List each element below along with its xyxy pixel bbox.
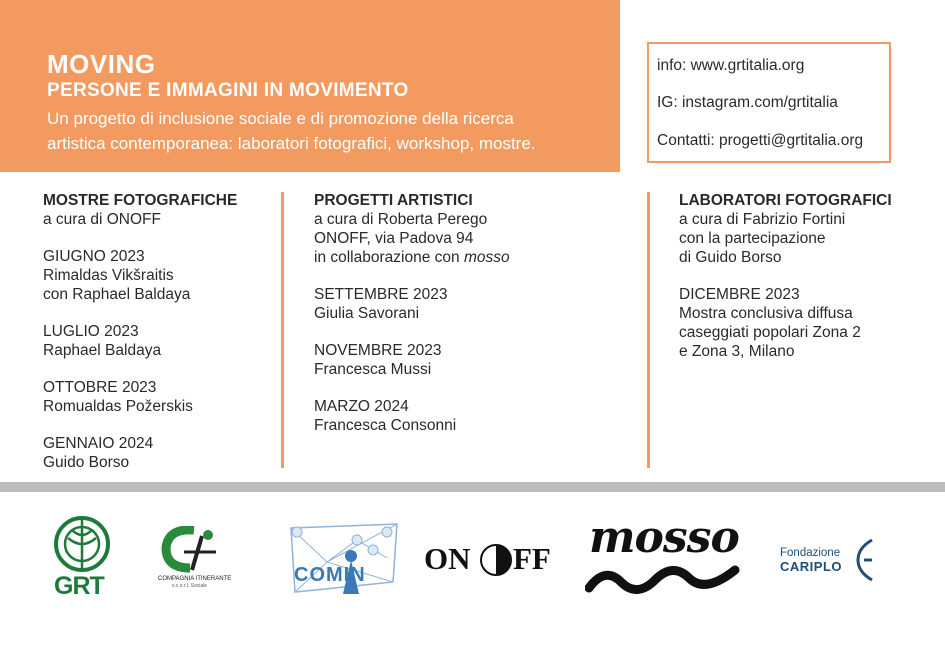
mosso-logo — [585, 512, 743, 598]
onoff-on-text: ON — [424, 541, 471, 576]
column-text: con la partecipazione — [679, 230, 826, 247]
event-date: MARZO 2024 — [314, 398, 409, 415]
event-date: NOVEMBRE 2023 — [314, 342, 442, 359]
event-text: Mostra conclusiva diffusa — [679, 305, 853, 322]
column-laboratori — [679, 191, 892, 361]
website-link[interactable]: info: www.grtitalia.org — [657, 57, 805, 74]
event-date: SETTEMBRE 2023 — [314, 286, 448, 303]
compagnia-subtext: s.c.o.r.l. Sociale — [172, 583, 208, 589]
page-title: MOVING — [47, 49, 156, 79]
column-mostre — [43, 191, 237, 472]
column-venue: ONOFF, via Padova 94 — [314, 230, 474, 247]
compagnia-text: COMPAGNIA ITINERANTE — [158, 576, 232, 582]
compagnia-itinerante-logo — [158, 526, 232, 592]
comin-logo — [287, 522, 401, 598]
page-subtitle: PERSONE E IMMAGINI IN MOVIMENTO — [47, 80, 409, 101]
column-divider — [281, 192, 284, 468]
cariplo-text: CARIPLO — [780, 559, 842, 574]
event-artist: Francesca Consonni — [314, 417, 457, 434]
mosso-wave-icon — [585, 562, 743, 598]
footer-divider-bar — [0, 482, 945, 492]
project-description — [47, 106, 607, 156]
column-heading: LABORATORI FOTOGRAFICI — [679, 192, 892, 209]
event-artist: Giulia Savorani — [314, 305, 420, 322]
description-line: Un progetto di inclusione sociale e di promozione della ricerca — [47, 109, 514, 128]
event-artist: Romualdas Požerskis — [43, 398, 193, 415]
column-divider — [647, 192, 650, 468]
fondazione-cariplo-logo — [780, 538, 874, 582]
event-artist: con Raphael Baldaya — [43, 286, 191, 303]
event-artist: Francesca Mussi — [314, 361, 432, 378]
grt-logo — [50, 516, 114, 604]
event-text: caseggiati popolari Zona 2 — [679, 324, 861, 341]
column-curator: a cura di ONOFF — [43, 211, 161, 228]
event-date: DICEMBRE 2023 — [679, 286, 800, 303]
compagnia-emblem-icon — [158, 526, 224, 574]
column-progetti — [314, 191, 510, 435]
column-heading: MOSTRE FOTOGRAFICHE — [43, 192, 238, 209]
mosso-logo-text: mosso — [589, 512, 739, 563]
event-date: OTTOBRE 2023 — [43, 379, 157, 396]
event-date: LUGLIO 2023 — [43, 323, 139, 340]
description-line: artistica contemporanea: laboratori fotografici, workshop, mostre. — [47, 134, 536, 153]
instagram-link[interactable]: IG: instagram.com/grtitalia — [657, 94, 838, 111]
grt-logo-text: GRT — [54, 572, 104, 600]
event-date: GIUGNO 2023 — [43, 248, 145, 265]
comin-logo-text: COMIN — [294, 564, 366, 586]
event-artist: Guido Borso — [43, 454, 130, 471]
onoff-toggle-icon — [480, 544, 512, 576]
fondazione-text: Fondazione — [780, 547, 841, 559]
event-artist: Raphael Baldaya — [43, 342, 162, 359]
column-heading: PROGETTI ARTISTICI — [314, 192, 473, 209]
column-curator: a cura di Roberta Perego — [314, 211, 488, 228]
contact-box — [647, 42, 891, 163]
event-date: GENNAIO 2024 — [43, 435, 154, 452]
event-artist: Rimaldas Vikšraitis — [43, 267, 174, 284]
onoff-ff-text: FF — [513, 541, 551, 576]
email-link[interactable]: Contatti: progetti@grtitalia.org — [657, 132, 864, 149]
column-collaboration: in collaborazione con mosso — [314, 249, 510, 266]
column-curator: a cura di Fabrizio Fortini — [679, 211, 846, 228]
cariplo-emblem-icon — [854, 538, 874, 582]
column-text: di Guido Borso — [679, 249, 782, 266]
event-text: e Zona 3, Milano — [679, 343, 795, 360]
onoff-logo — [424, 541, 558, 577]
